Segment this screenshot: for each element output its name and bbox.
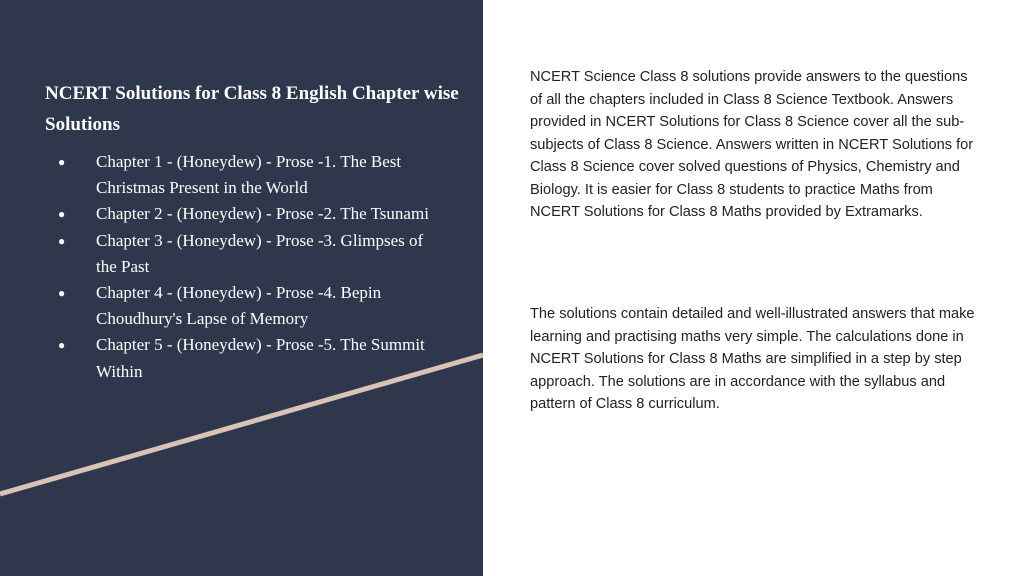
chapter-text: Chapter 4 - (Honeydew) - Prose -4. Bepin Choudhury's Lapse of Memory — [96, 283, 382, 329]
diagonal-accent-line — [0, 0, 483, 576]
bullet-icon: ● — [58, 233, 66, 248]
chapter-text: Chapter 1 - (Honeydew) - Prose -1. The Best Christmas Present in the World — [96, 152, 402, 198]
bullet-icon: ● — [58, 286, 66, 301]
chapter-text: Chapter 2 - (Honeydew) - Prose -2. The Tsunami — [96, 204, 429, 224]
paragraph-solutions: The solutions contain detailed and well-illustrated answers that make learning and practising maths very simple. The calculations done in NCERT Solutions for Class 8 Maths are simplified in a step by step approach. The solutions are in accordance with the syllabus and pattern of Class 8 curriculum. — [530, 306, 975, 412]
chapter-text: Chapter 5 - (Honeydew) - Prose -5. The Summit Within — [96, 335, 425, 381]
accent-stroke — [0, 355, 483, 494]
section-heading: NCERT Solutions for Class 8 English Chapter wise Solutions — [45, 83, 459, 135]
bullet-icon: ● — [58, 207, 66, 222]
paragraph-science: NCERT Science Class 8 solutions provide answers to the questions of all the chapters included in Class 8 Science Textbook. Answers provided in NCERT Solutions for Class 8 Science cover all the sub-subjects of Class 8 Science. Answers written in NCERT Solutions for Class 8 Science cover solved questions of Physics, Chemistry and Biology. It is easier for Class 8 students to practice Maths from NCERT Solutions for Class 8 Maths provided by Extramarks. — [530, 69, 974, 220]
bullet-icon: ● — [58, 338, 66, 353]
bullet-icon: ● — [58, 155, 66, 169]
chapter-text: Chapter 3 - (Honeydew) - Prose -3. Glimpses of the Past — [96, 230, 424, 276]
